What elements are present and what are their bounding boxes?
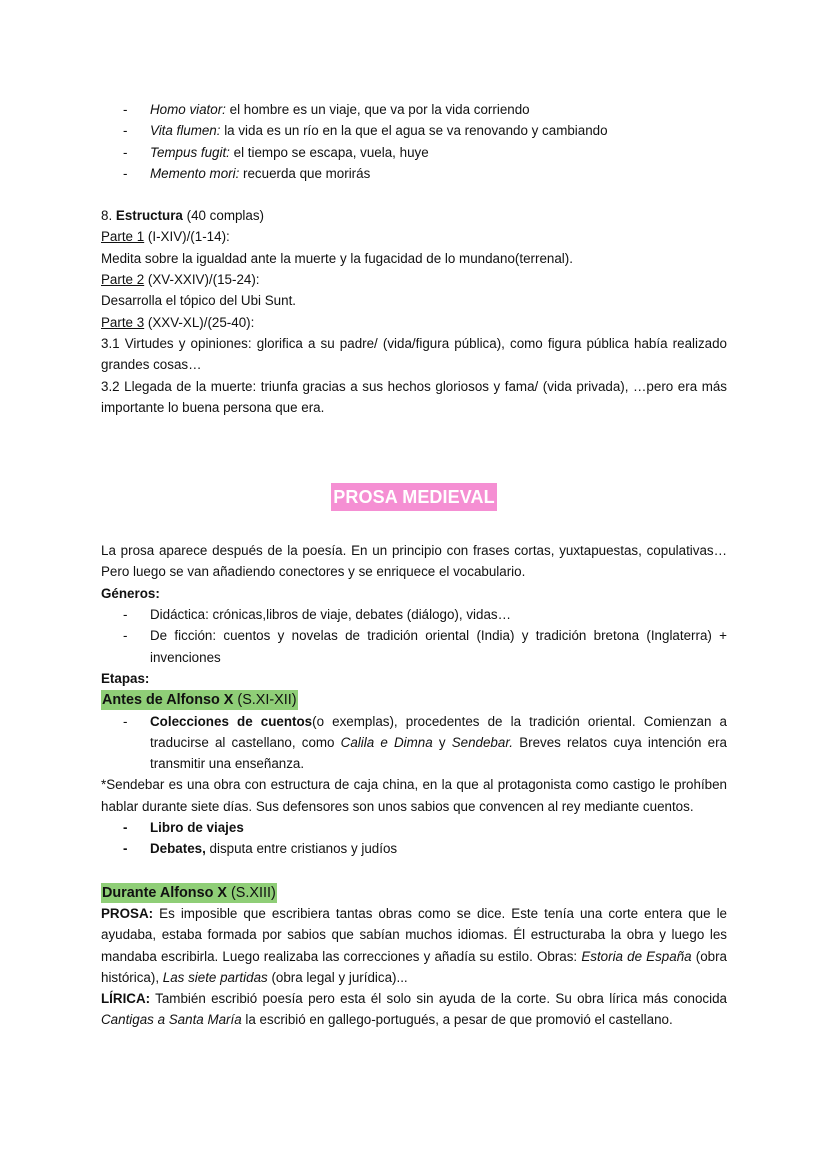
list-item: - Libro de viajes (101, 817, 727, 838)
list-item: - Colecciones de cuentos(o exemplas), procedentes de la tradición oriental. Comienzan a traducirse al castellano, como Calila e Dimna y Sendebar. Breves relatos cuya intención era transmitir una enseñanza. (101, 711, 727, 775)
antes-list (101, 711, 727, 775)
estructura-heading: 8. Estructura (40 complas) (101, 208, 265, 224)
section-title: PROSA MEDIEVAL (331, 483, 496, 511)
parte-2-heading: Parte 2 (XV-XXIV)/(15-24): (101, 272, 260, 288)
lirica-paragraph: LÍRICA: También escribió poesía pero esta él solo sin ayuda de la corte. Su obra lírica más conocida Cantigas a Santa María la escribió en gallego-portugués, a pesar de que promovió el castellano. (101, 991, 727, 1028)
list-item: - Debates, disputa entre cristianos y judíos (101, 838, 727, 859)
parte-2-text: Desarrolla el tópico del Ubi Sunt. (101, 293, 297, 309)
generos-label: Géneros: (101, 585, 160, 601)
etapas-label: Etapas: (101, 670, 150, 686)
list-item: - Memento mori: recuerda que morirás (101, 163, 727, 184)
parte-3-heading: Parte 3 (XXV-XL)/(25-40): (101, 314, 255, 330)
topic-list (101, 99, 727, 184)
list-item: - De ficción: cuentos y novelas de tradición oriental (India) y tradición bretona (Inglaterra) + invenciones (101, 625, 727, 668)
antes-list-2 (101, 817, 727, 860)
list-item: - Vita flumen: la vida es un río en la que el agua se va renovando y cambiando (101, 120, 727, 141)
antes-heading: Antes de Alfonso X (S.XI-XII) (102, 692, 297, 709)
generos-list (101, 604, 727, 668)
intro-paragraph: La prosa aparece después de la poesía. En un principio con frases cortas, yuxtapuestas, copulativas…Pero luego se van añadiendo conectores y se enriquece el vocabulario. (101, 543, 727, 580)
prosa-paragraph: PROSA: Es imposible que escribiera tantas obras como se dice. Este tenía una corte entera que le ayudaba, estaba formada por sabios que sabían muchos idiomas. Él estructuraba la obra y luego les mandaba escribirla. Luego realizaba las correcciones y añadía su estilo. Obras: Estoria de España (obra histórica), Las siete partidas (obra legal y jurídica)... (101, 905, 727, 985)
section-title-wrap (101, 482, 727, 512)
list-item: - Homo viator: el hombre es un viaje, que va por la vida corriendo (101, 99, 727, 120)
list-item: - Tempus fugit: el tiempo se escapa, vuela, huye (101, 142, 727, 163)
parte-1-text: Medita sobre la igualdad ante la muerte y la fugacidad de lo mundano(terrenal). (101, 250, 573, 266)
parte-3-1-text: 3.1 Virtudes y opiniones: glorifica a su padre/ (vida/figura pública), como figura pública había realizado grandes cosas… (101, 335, 727, 373)
parte-1-heading: Parte 1 (I-XIV)/(1-14): (101, 229, 230, 245)
list-item: - Didáctica: crónicas,libros de viaje, debates (diálogo), vidas… (101, 604, 727, 625)
sendebar-note: *Sendebar es una obra con estructura de caja china, en la que al protagonista como castigo le prohíben hablar durante siete días. Sus defensores son unos sabios que convencen al rey mediante cuentos. (101, 777, 727, 814)
durante-heading: Durante Alfonso X (S.XIII) (102, 884, 276, 901)
parte-3-2-text: 3.2 Llegada de la muerte: triunfa gracias a sus hechos gloriosos y fama/ (vida privada), …pero era más importante lo buena persona que era. (101, 378, 727, 415)
